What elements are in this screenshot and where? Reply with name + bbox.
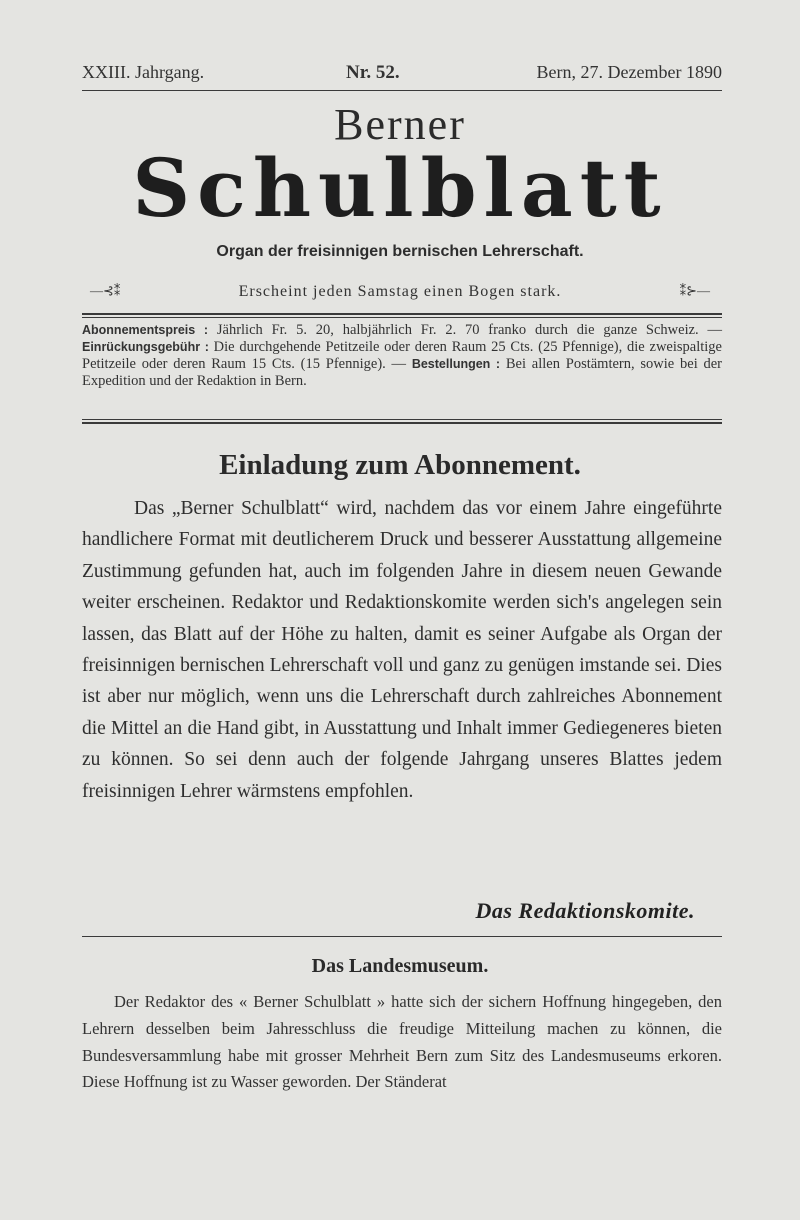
article-body-landesmuseum: Der Redaktor des « Berner Schulblatt » hatte sich der sichern Hoffnung hingegeben, den Lehrern desselben beim Jahresschluss die freudige Mitteilung machen zu können, die Bundesversammlung habe mit grosser Mehrheit Bern zum Sitz des Landesmuseums erkoren. Diese Hoffnung ist zu Wasser geworden. Der Ständerat: [82, 992, 722, 1092]
article-separator-rule: [82, 936, 722, 937]
article-heading-einladung: Einladung zum Abonnement.: [219, 449, 581, 481]
article-signature: Das Redaktionskomite.: [475, 898, 695, 923]
subscription-top-rule-thin: [82, 317, 722, 318]
article-body-einladung: Das „Berner Schulblatt“ wird, nachdem das vor einem Jahre eingeführte handlichere Format mit deutlicherem Druck und besserer Ausstattung allgemeine Zustimmung gefunden hat, auch im folgenden Jahre in diesem neuen Gewande weiter erscheinen. Redaktor und Redaktionskomite werden sich's angelegen sein lassen, das Blatt auf der Höhe zu halten, damit es seiner Aufgabe als Organ der freisinnigen bernischen Lehrerschaft voll und ganz zu genügen imstande sei. Dies ist aber nur möglich, wenn uns die Lehrerschaft durch zahlreiches Abonnement die Mittel an die Hand gibt, in Ausstattung und Inhalt immer Gediegeneres bieten zu können. So sei denn auch der folgende Jahrgang unseres Blattes jedem freisinnigen Lehrer wärmstens empfohlen.: [82, 498, 722, 802]
article-heading-landesmuseum: Das Landesmuseum.: [311, 955, 489, 977]
label-bestellungen: Bestellungen :: [411, 357, 501, 371]
title-schulblatt: Schulblatt: [132, 141, 668, 235]
subscription-bottom-rule-thick: [82, 422, 722, 424]
ornament-left: —⊰⁑: [90, 283, 121, 298]
subscription-info: [82, 322, 722, 390]
issue-number: Nr. 52.: [346, 62, 400, 83]
masthead-line: [82, 62, 722, 88]
text-einrueckungsgebuehr: Die durchgehende Petitzeile oder deren Raum 25 Cts. (25 Pfennige), die zweispaltige Petitzeile oder deren Raum 15 Cts. (15 Pfennige). —: [82, 339, 722, 372]
label-einrueckungsgebuehr: Einrückungsgebühr :: [82, 340, 209, 354]
subscription-bottom-rule-thin: [82, 419, 722, 420]
subscription-top-rule-thick: [82, 313, 722, 315]
title-berner: Berner: [334, 100, 466, 149]
ornament-right: ⁑⊱—: [679, 283, 710, 298]
tagline: [90, 283, 710, 307]
tagline-text: Erscheint jeden Samstag einen Bogen stark.: [238, 283, 562, 300]
label-abonnementspreis: Abonnementspreis :: [82, 323, 209, 337]
text-abonnementspreis: Jährlich Fr. 5. 20, halbjährlich Fr. 2. 70 franko durch die ganze Schweiz. —: [216, 322, 722, 338]
subtitle: Organ der freisinnigen bernischen Lehrerschaft.: [216, 243, 584, 260]
text-bestellungen: Bei allen Postämtern, sowie bei der Expedition und der Redaktion in Bern.: [82, 356, 723, 389]
volume-label: XXIII. Jahrgang.: [82, 62, 205, 82]
masthead-rule: [82, 90, 722, 91]
place-date: Bern, 27. Dezember 1890: [536, 62, 722, 82]
